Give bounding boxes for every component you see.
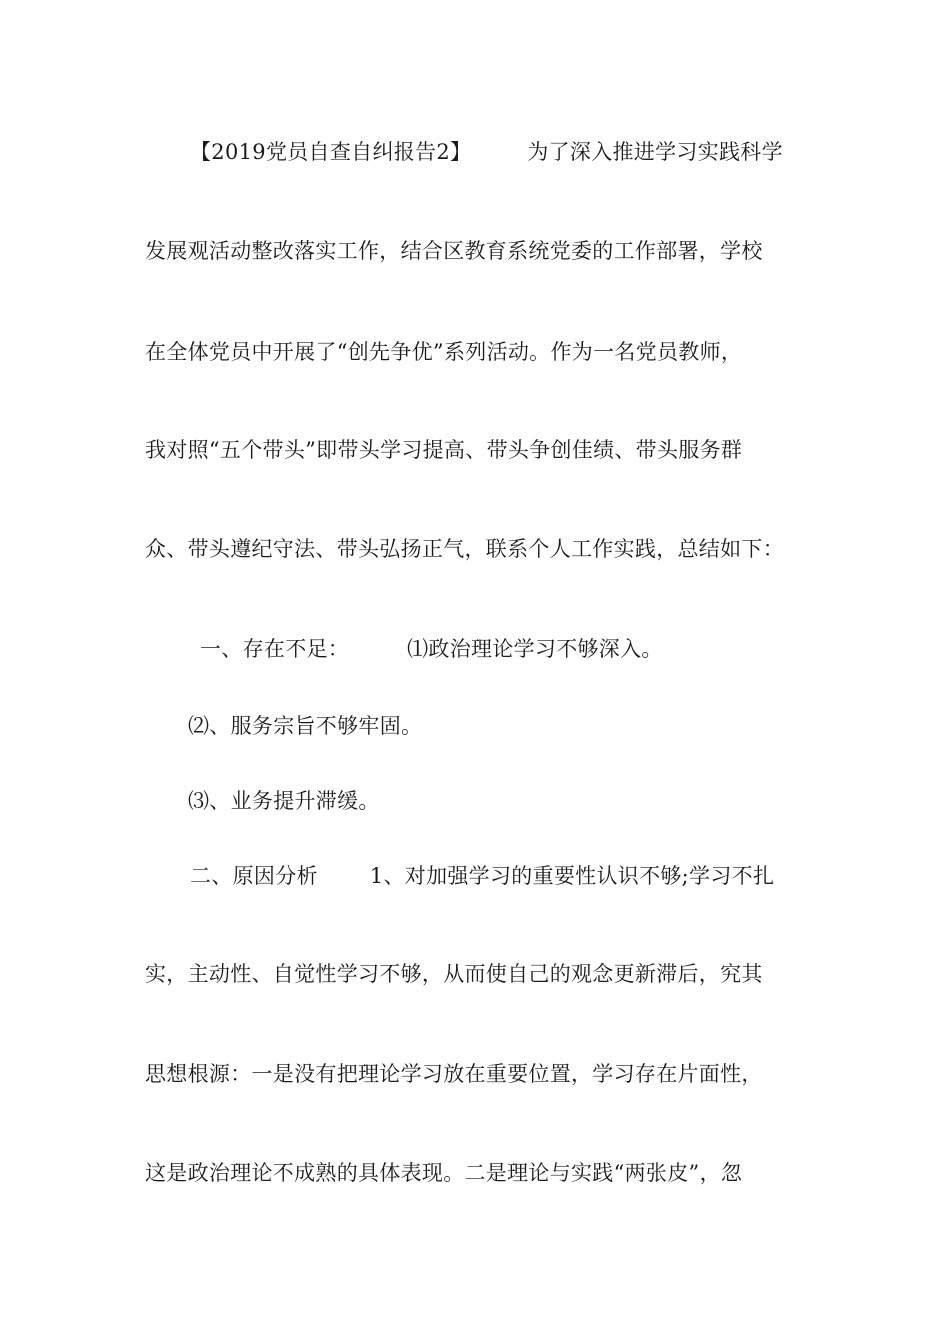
text-line: [145, 1160, 810, 1186]
text-line: [190, 863, 855, 889]
text-line: [145, 536, 810, 562]
list-item: ⑵、服务宗旨不够牢固。: [188, 714, 423, 738]
list-item: ⑶、业务提升滞缓。: [188, 789, 380, 813]
text-line: [200, 636, 865, 662]
intro-text: 发展观活动整改落实工作，结合区教育系统党委的工作部署，学校: [145, 239, 763, 263]
document-title: 【2019党员自查自纠报告2】: [190, 140, 472, 164]
body-text: 这是政治理论不成熟的具体表现。二是理论与实践“两张皮”，忽: [145, 1161, 743, 1185]
text-line: [190, 139, 855, 165]
list-item: ⑴政治理论学习不够深入。: [407, 637, 663, 661]
text-line: [145, 961, 810, 987]
section-heading: 一、存在不足：: [200, 637, 350, 661]
body-text: 1、对加强学习的重要性认识不够;学习不扎: [369, 864, 775, 888]
intro-text: 为了深入推进学习实践科学: [527, 140, 783, 164]
text-line: [145, 437, 810, 463]
text-line: [145, 339, 810, 365]
text-line: [188, 788, 853, 814]
text-line: [188, 713, 853, 739]
section-heading: 二、原因分析: [190, 864, 318, 888]
intro-text: 在全体党员中开展了“创先争优”系列活动。作为一名党员教师，: [145, 340, 743, 364]
text-line: [145, 238, 810, 264]
body-text: 实，主动性、自觉性学习不够，从而使自己的观念更新滞后，究其: [145, 962, 763, 986]
text-line: [145, 1061, 810, 1087]
body-text: 思想根源：一是没有把理论学习放在重要位置，学习存在片面性，: [145, 1062, 763, 1086]
intro-text: 众、带头遵纪守法、带头弘扬正气，联系个人工作实践，总结如下：: [145, 537, 784, 561]
intro-text: 我对照“五个带头”即带头学习提高、带头争创佳绩、带头服务群: [145, 438, 743, 462]
